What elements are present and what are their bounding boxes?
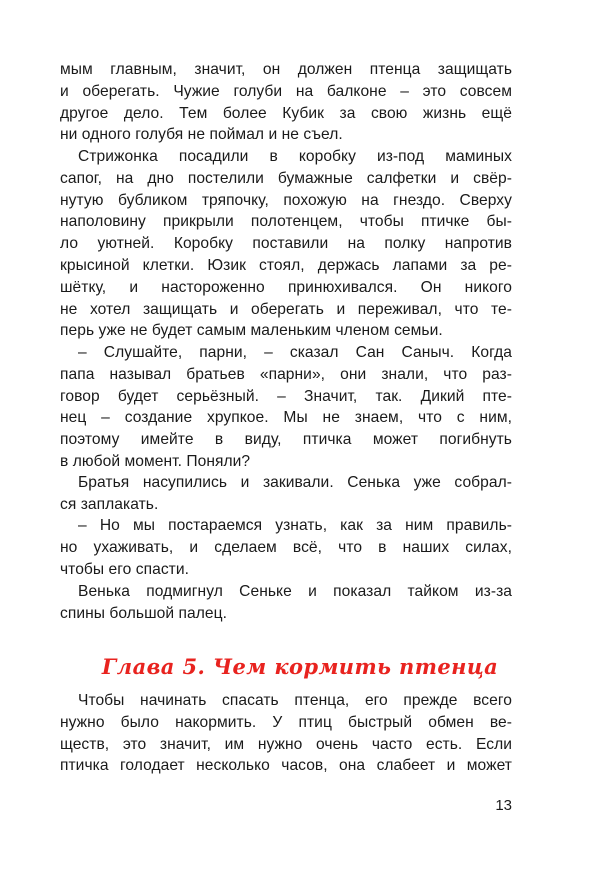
text-line: нец – создание хрупкое. Мы не знаем, что с ним, (60, 409, 512, 427)
text-line: наполовину прикрыли полотенцем, чтобы птичке бы- (60, 213, 512, 231)
text-line: ся заплакать. (60, 495, 159, 513)
page-number: 13 (495, 797, 512, 814)
text-line: – Но мы постараемся узнать, как за ним правиль- (78, 517, 512, 534)
text-line: не хотел защищать и оберегать и переживал, что те- (60, 300, 512, 318)
text-line: поэтому имейте в виду, птичка может погибнуть (60, 431, 512, 449)
text-line: мым главным, значит, он должен птенца защищать (60, 61, 512, 78)
text-line: сапог, на дно постелили бумажные салфетки и свёр- (60, 169, 512, 187)
paragraph-feeding (60, 690, 512, 777)
paragraph-brothers (60, 472, 512, 516)
text-line: спины большой палец. (60, 604, 227, 622)
paragraph-box (60, 146, 512, 342)
text-line: Братья насупились и закивали. Сенька уже собрал- (78, 474, 512, 491)
text-line: нутую бубликом тряпочку, похожую на гнездо. Сверху (60, 191, 512, 209)
text-line: но ухаживать, и сделаем всё, что в наших силах, (60, 538, 512, 556)
text-line: Стрижонка посадили в коробку из-под маминых (78, 148, 512, 165)
text-line: и оберегать. Чужие голуби на балконе – это совсем (60, 82, 512, 100)
text-line: Чтобы начинать спасать птенца, его прежде всего (78, 692, 512, 709)
text-line: шётку, и настороженно принюхивался. Он никого (60, 278, 512, 296)
paragraph-dialogue-promise (60, 515, 512, 580)
text-line: – Слушайте, парни, – сказал Сан Саныч. Когда (78, 344, 512, 361)
text-line: крысиной клетки. Юзик стоял, держась лапами за ре- (60, 256, 512, 274)
text-line: перь уже не будет самым маленьким членом семьи. (60, 322, 443, 340)
text-line: другое дело. Тем более Кубик за свою жизнь ещё (60, 104, 512, 122)
paragraph-venka (60, 581, 512, 625)
text-line: в любой момент. Поняли? (60, 452, 251, 470)
text-line: ло уютней. Коробку поставили на полку напротив (60, 235, 512, 253)
text-line: птичка голодает несколько часов, она слабеет и может (60, 757, 512, 775)
text-line: нужно было накормить. У птиц быстрый обмен ве- (60, 713, 512, 731)
chapter-title: Глава 5. Чем кормить птенца (101, 654, 499, 679)
text-line: говор будет серьёзный. – Значит, так. Дикий пте- (60, 387, 512, 405)
text-line: ществ, это значит, им нужно очень часто есть. Если (60, 735, 512, 753)
text-line: ни одного голубя не поймал и не съел. (60, 126, 343, 144)
text-line: Венька подмигнул Сеньке и показал тайком из-за (78, 583, 512, 600)
text-line: папа называл братьев «парни», они знали, что раз- (60, 365, 512, 383)
paragraph-continuation (60, 59, 512, 146)
text-line: чтобы его спасти. (60, 560, 190, 578)
paragraph-dialogue-father (60, 342, 512, 473)
